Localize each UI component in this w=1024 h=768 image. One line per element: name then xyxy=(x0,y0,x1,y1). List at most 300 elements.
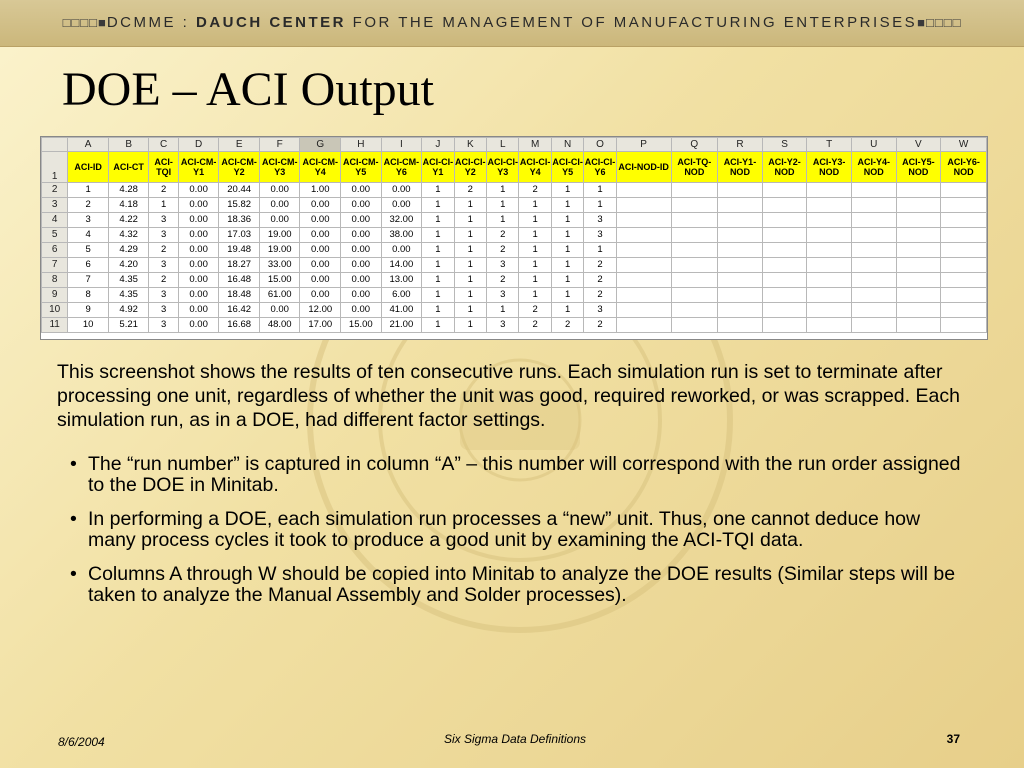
table-cell[interactable] xyxy=(762,258,807,273)
header-cell[interactable]: ACI-CM-Y1 xyxy=(178,152,219,183)
table-cell[interactable]: 0.00 xyxy=(341,243,382,258)
table-cell[interactable] xyxy=(616,288,671,303)
column-header-i[interactable]: I xyxy=(381,138,422,152)
table-cell[interactable] xyxy=(807,288,852,303)
table-cell[interactable]: 18.48 xyxy=(219,288,260,303)
table-cell[interactable] xyxy=(896,258,941,273)
table-cell[interactable] xyxy=(807,258,852,273)
table-cell[interactable] xyxy=(941,243,987,258)
table-row xyxy=(42,213,987,228)
table-cell[interactable]: 0.00 xyxy=(259,198,300,213)
header-cell[interactable]: ACI-Y5-NOD xyxy=(896,152,941,183)
table-cell[interactable]: 2 xyxy=(584,258,616,273)
table-cell[interactable]: 1 xyxy=(551,198,583,213)
table-cell[interactable]: 5 xyxy=(68,243,109,258)
table-cell[interactable]: 1 xyxy=(584,183,616,198)
table-cell[interactable] xyxy=(941,318,987,333)
table-row xyxy=(42,318,987,333)
table-cell[interactable] xyxy=(616,303,671,318)
table-cell[interactable]: 1 xyxy=(487,213,519,228)
header-cell[interactable]: ACI-Y2-NOD xyxy=(762,152,807,183)
header-cell[interactable]: ACI-CT xyxy=(108,152,149,183)
table-cell[interactable]: 0.00 xyxy=(381,198,422,213)
column-header-e[interactable]: E xyxy=(219,138,260,152)
table-cell[interactable] xyxy=(896,213,941,228)
table-cell[interactable]: 2 xyxy=(149,183,178,198)
column-header-r[interactable]: R xyxy=(718,138,763,152)
table-cell[interactable]: 0.00 xyxy=(341,258,382,273)
column-header-a[interactable]: A xyxy=(68,138,109,152)
table-cell[interactable] xyxy=(896,273,941,288)
table-cell[interactable]: 8 xyxy=(68,288,109,303)
table-cell[interactable] xyxy=(762,303,807,318)
table-cell[interactable] xyxy=(851,318,896,333)
table-cell[interactable] xyxy=(762,243,807,258)
bullet-text: The “run number” is captured in column “A” – this number will correspond with the run order assigned to the DOE in Minitab. xyxy=(88,453,961,496)
table-cell[interactable]: 3 xyxy=(149,213,178,228)
table-cell[interactable] xyxy=(671,198,718,213)
table-cell[interactable]: 0.00 xyxy=(300,258,341,273)
table-cell[interactable] xyxy=(807,303,852,318)
table-cell[interactable]: 3 xyxy=(584,213,616,228)
table-cell[interactable]: 3 xyxy=(487,288,519,303)
table-cell[interactable]: 1 xyxy=(422,183,454,198)
table-cell[interactable]: 0.00 xyxy=(178,243,219,258)
column-header-h[interactable]: H xyxy=(341,138,382,152)
table-cell[interactable]: 1 xyxy=(422,288,454,303)
table-cell[interactable]: 4.35 xyxy=(108,288,149,303)
table-cell[interactable]: 0.00 xyxy=(259,213,300,228)
select-all-corner[interactable] xyxy=(42,138,68,152)
table-cell[interactable]: 2 xyxy=(519,318,551,333)
table-cell[interactable] xyxy=(718,198,763,213)
column-header-p[interactable]: P xyxy=(616,138,671,152)
table-cell[interactable]: 1 xyxy=(454,243,486,258)
table-cell[interactable] xyxy=(616,258,671,273)
table-cell[interactable]: 14.00 xyxy=(381,258,422,273)
table-cell[interactable]: 0.00 xyxy=(178,258,219,273)
table-cell[interactable]: 1 xyxy=(519,228,551,243)
row-number[interactable]: 9 xyxy=(42,288,68,303)
table-cell[interactable] xyxy=(718,228,763,243)
table-cell[interactable]: 1 xyxy=(149,198,178,213)
table-cell[interactable] xyxy=(718,303,763,318)
header-cell[interactable]: ACI-CI-Y4 xyxy=(519,152,551,183)
table-cell[interactable]: 1 xyxy=(519,288,551,303)
table-cell[interactable]: 19.00 xyxy=(259,228,300,243)
table-cell[interactable]: 6.00 xyxy=(381,288,422,303)
table-cell[interactable]: 1 xyxy=(487,198,519,213)
table-cell[interactable]: 1 xyxy=(519,273,551,288)
table-cell[interactable] xyxy=(851,228,896,243)
spreadsheet-grid xyxy=(41,137,987,333)
header-cell[interactable]: ACI-TQ-NOD xyxy=(671,152,718,183)
table-cell[interactable]: 2 xyxy=(519,303,551,318)
table-cell[interactable]: 2 xyxy=(487,228,519,243)
table-cell[interactable]: 0.00 xyxy=(341,228,382,243)
table-cell[interactable]: 2 xyxy=(149,273,178,288)
column-header-m[interactable]: M xyxy=(519,138,551,152)
table-cell[interactable]: 2 xyxy=(487,243,519,258)
table-cell[interactable]: 15.00 xyxy=(341,318,382,333)
table-cell[interactable] xyxy=(762,318,807,333)
table-cell[interactable]: 1 xyxy=(551,288,583,303)
table-cell[interactable] xyxy=(807,318,852,333)
table-cell[interactable]: 1 xyxy=(422,198,454,213)
table-cell[interactable]: 4.20 xyxy=(108,258,149,273)
table-cell[interactable] xyxy=(896,318,941,333)
table-cell[interactable]: 1 xyxy=(454,303,486,318)
table-cell[interactable] xyxy=(616,228,671,243)
table-cell[interactable]: 0.00 xyxy=(178,213,219,228)
table-cell[interactable]: 2 xyxy=(454,183,486,198)
table-cell[interactable]: 15.82 xyxy=(219,198,260,213)
banner-bold: DAUCH CENTER xyxy=(196,14,346,31)
table-cell[interactable]: 0.00 xyxy=(178,288,219,303)
table-cell[interactable] xyxy=(718,258,763,273)
table-cell[interactable]: 3 xyxy=(487,318,519,333)
table-cell[interactable]: 2 xyxy=(149,243,178,258)
table-cell[interactable]: 0.00 xyxy=(178,228,219,243)
column-header-f[interactable]: F xyxy=(259,138,300,152)
table-cell[interactable]: 1 xyxy=(422,273,454,288)
table-cell[interactable] xyxy=(851,288,896,303)
table-cell[interactable]: 32.00 xyxy=(381,213,422,228)
row-number[interactable]: 1 xyxy=(42,152,68,183)
table-cell[interactable]: 1 xyxy=(487,183,519,198)
header-cell[interactable]: ACI-NOD-ID xyxy=(616,152,671,183)
header-cell[interactable]: ACI-Y1-NOD xyxy=(718,152,763,183)
table-cell[interactable] xyxy=(762,228,807,243)
table-cell[interactable]: 2 xyxy=(68,198,109,213)
header-cell[interactable]: ACI-TQI xyxy=(149,152,178,183)
table-cell[interactable]: 1 xyxy=(551,243,583,258)
table-cell[interactable] xyxy=(851,213,896,228)
table-cell[interactable]: 3 xyxy=(584,228,616,243)
table-cell[interactable]: 1 xyxy=(519,258,551,273)
header-cell[interactable]: ACI-CI-Y5 xyxy=(551,152,583,183)
table-cell[interactable] xyxy=(807,198,852,213)
table-cell[interactable]: 4.22 xyxy=(108,213,149,228)
row-number[interactable]: 10 xyxy=(42,303,68,318)
table-cell[interactable] xyxy=(896,288,941,303)
table-cell[interactable] xyxy=(896,228,941,243)
table-cell[interactable]: 1 xyxy=(454,213,486,228)
table-cell[interactable]: 0.00 xyxy=(178,318,219,333)
header-cell[interactable]: ACI-CM-Y4 xyxy=(300,152,341,183)
column-header-n[interactable]: N xyxy=(551,138,583,152)
table-cell[interactable] xyxy=(807,273,852,288)
table-cell[interactable] xyxy=(671,273,718,288)
table-cell[interactable]: 61.00 xyxy=(259,288,300,303)
table-cell[interactable]: 1 xyxy=(422,228,454,243)
bullet-dot-icon: • xyxy=(70,563,77,585)
table-cell[interactable]: 19.48 xyxy=(219,243,260,258)
table-cell[interactable] xyxy=(941,213,987,228)
table-cell[interactable] xyxy=(616,198,671,213)
table-cell[interactable]: 1 xyxy=(68,183,109,198)
bullet-text: Columns A through W should be copied into Minitab to analyze the DOE results (Similar steps will be taken to analyze the Manual Assembly and Solder processes). xyxy=(88,563,956,606)
column-header-w[interactable]: W xyxy=(941,138,987,152)
row-number[interactable]: 7 xyxy=(42,258,68,273)
table-cell[interactable] xyxy=(941,183,987,198)
column-header-t[interactable]: T xyxy=(807,138,852,152)
table-cell[interactable] xyxy=(941,198,987,213)
table-cell[interactable] xyxy=(762,213,807,228)
table-cell[interactable]: 4 xyxy=(68,228,109,243)
table-cell[interactable]: 15.00 xyxy=(259,273,300,288)
table-cell[interactable]: 17.00 xyxy=(300,318,341,333)
table-cell[interactable]: 4.92 xyxy=(108,303,149,318)
table-cell[interactable]: 1 xyxy=(487,303,519,318)
table-cell[interactable]: 1 xyxy=(551,303,583,318)
table-cell[interactable]: 1 xyxy=(422,258,454,273)
spreadsheet-screenshot xyxy=(40,136,988,340)
column-header-v[interactable]: V xyxy=(896,138,941,152)
table-cell[interactable] xyxy=(896,303,941,318)
table-cell[interactable]: 16.42 xyxy=(219,303,260,318)
table-cell[interactable]: 13.00 xyxy=(381,273,422,288)
table-cell[interactable]: 19.00 xyxy=(259,243,300,258)
table-cell[interactable]: 4.28 xyxy=(108,183,149,198)
table-cell[interactable]: 0.00 xyxy=(178,273,219,288)
table-cell[interactable]: 1 xyxy=(454,258,486,273)
column-header-c[interactable]: C xyxy=(149,138,178,152)
header-cell[interactable]: ACI-CI-Y2 xyxy=(454,152,486,183)
table-cell[interactable] xyxy=(671,243,718,258)
table-cell[interactable]: 0.00 xyxy=(300,213,341,228)
table-cell[interactable]: 1 xyxy=(551,258,583,273)
table-cell[interactable]: 0.00 xyxy=(178,303,219,318)
table-cell[interactable]: 1 xyxy=(519,243,551,258)
table-cell[interactable] xyxy=(616,213,671,228)
table-cell[interactable]: 0.00 xyxy=(341,198,382,213)
table-cell[interactable] xyxy=(941,228,987,243)
table-cell[interactable]: 0.00 xyxy=(259,183,300,198)
table-cell[interactable]: 5.21 xyxy=(108,318,149,333)
table-cell[interactable] xyxy=(718,318,763,333)
table-cell[interactable]: 1 xyxy=(584,198,616,213)
table-cell[interactable]: 2 xyxy=(551,318,583,333)
table-row xyxy=(42,228,987,243)
table-cell[interactable]: 21.00 xyxy=(381,318,422,333)
table-cell[interactable] xyxy=(762,198,807,213)
table-cell[interactable] xyxy=(718,288,763,303)
row-number[interactable]: 2 xyxy=(42,183,68,198)
table-cell[interactable]: 3 xyxy=(149,288,178,303)
table-cell[interactable]: 7 xyxy=(68,273,109,288)
table-cell[interactable] xyxy=(896,198,941,213)
table-cell[interactable] xyxy=(616,318,671,333)
table-cell[interactable] xyxy=(941,258,987,273)
table-cell[interactable]: 12.00 xyxy=(300,303,341,318)
table-cell[interactable]: 3 xyxy=(68,213,109,228)
table-cell[interactable]: 0.00 xyxy=(381,243,422,258)
table-cell[interactable]: 4.29 xyxy=(108,243,149,258)
table-cell[interactable]: 1 xyxy=(422,318,454,333)
table-cell[interactable] xyxy=(718,183,763,198)
table-cell[interactable] xyxy=(941,273,987,288)
table-cell[interactable]: 1 xyxy=(551,228,583,243)
table-cell[interactable]: 4.18 xyxy=(108,198,149,213)
table-cell[interactable]: 0.00 xyxy=(300,273,341,288)
header-cell[interactable]: ACI-CI-Y6 xyxy=(584,152,616,183)
table-cell[interactable] xyxy=(718,213,763,228)
table-cell[interactable]: 1 xyxy=(551,273,583,288)
table-cell[interactable]: 0.00 xyxy=(300,243,341,258)
table-cell[interactable]: 18.27 xyxy=(219,258,260,273)
header-cell[interactable]: ACI-ID xyxy=(68,152,109,183)
table-cell[interactable] xyxy=(807,243,852,258)
row-number[interactable]: 4 xyxy=(42,213,68,228)
table-cell[interactable]: 16.68 xyxy=(219,318,260,333)
table-row xyxy=(42,258,987,273)
row-number[interactable]: 6 xyxy=(42,243,68,258)
table-cell[interactable]: 3 xyxy=(584,303,616,318)
table-cell[interactable]: 1.00 xyxy=(300,183,341,198)
table-cell[interactable]: 18.36 xyxy=(219,213,260,228)
table-cell[interactable]: 6 xyxy=(68,258,109,273)
table-cell[interactable] xyxy=(671,303,718,318)
table-cell[interactable]: 48.00 xyxy=(259,318,300,333)
header-cell[interactable]: ACI-Y6-NOD xyxy=(941,152,987,183)
table-cell[interactable]: 1 xyxy=(422,303,454,318)
table-cell[interactable] xyxy=(671,183,718,198)
table-cell[interactable]: 0.00 xyxy=(341,183,382,198)
table-cell[interactable]: 9 xyxy=(68,303,109,318)
table-cell[interactable]: 0.00 xyxy=(341,273,382,288)
column-header-b[interactable]: B xyxy=(108,138,149,152)
table-cell[interactable] xyxy=(851,303,896,318)
table-cell[interactable]: 2 xyxy=(584,288,616,303)
header-cell[interactable]: ACI-CM-Y3 xyxy=(259,152,300,183)
table-cell[interactable]: 3 xyxy=(149,318,178,333)
table-cell[interactable]: 0.00 xyxy=(259,303,300,318)
table-cell[interactable]: 1 xyxy=(454,273,486,288)
table-cell[interactable]: 1 xyxy=(519,213,551,228)
bullet-item xyxy=(70,454,970,496)
table-cell[interactable]: 1 xyxy=(422,243,454,258)
table-cell[interactable] xyxy=(807,213,852,228)
row-number[interactable]: 11 xyxy=(42,318,68,333)
column-header-l[interactable]: L xyxy=(487,138,519,152)
column-header-g[interactable]: G xyxy=(300,138,341,152)
column-header-d[interactable]: D xyxy=(178,138,219,152)
table-cell[interactable]: 0.00 xyxy=(300,288,341,303)
row-number[interactable]: 8 xyxy=(42,273,68,288)
table-cell[interactable]: 2 xyxy=(487,273,519,288)
table-cell[interactable]: 2 xyxy=(584,273,616,288)
table-cell[interactable] xyxy=(671,213,718,228)
table-cell[interactable]: 10 xyxy=(68,318,109,333)
table-cell[interactable] xyxy=(762,288,807,303)
table-cell[interactable]: 0.00 xyxy=(341,303,382,318)
table-cell[interactable]: 20.44 xyxy=(219,183,260,198)
column-header-u[interactable]: U xyxy=(851,138,896,152)
table-cell[interactable]: 1 xyxy=(454,288,486,303)
table-cell[interactable]: 1 xyxy=(519,198,551,213)
table-cell[interactable] xyxy=(718,243,763,258)
row-number[interactable]: 3 xyxy=(42,198,68,213)
table-cell[interactable]: 4.35 xyxy=(108,273,149,288)
table-cell[interactable] xyxy=(671,318,718,333)
header-cell[interactable]: ACI-CM-Y5 xyxy=(341,152,382,183)
table-cell[interactable] xyxy=(807,183,852,198)
table-cell[interactable]: 0.00 xyxy=(341,213,382,228)
header-cell[interactable]: ACI-Y4-NOD xyxy=(851,152,896,183)
table-cell[interactable]: 1 xyxy=(454,318,486,333)
table-cell[interactable] xyxy=(896,243,941,258)
table-cell[interactable]: 0.00 xyxy=(300,228,341,243)
table-cell[interactable] xyxy=(851,273,896,288)
table-cell[interactable]: 2 xyxy=(584,318,616,333)
table-cell[interactable] xyxy=(616,273,671,288)
table-cell[interactable] xyxy=(941,288,987,303)
table-cell[interactable] xyxy=(762,183,807,198)
column-header-j[interactable]: J xyxy=(422,138,454,152)
table-cell[interactable]: 1 xyxy=(584,243,616,258)
table-cell[interactable] xyxy=(851,183,896,198)
table-cell[interactable]: 0.00 xyxy=(381,183,422,198)
header-cell[interactable]: ACI-Y3-NOD xyxy=(807,152,852,183)
table-cell[interactable]: 1 xyxy=(454,228,486,243)
table-cell[interactable] xyxy=(671,288,718,303)
table-cell[interactable]: 17.03 xyxy=(219,228,260,243)
header-cell[interactable]: ACI-CM-Y6 xyxy=(381,152,422,183)
footer-date: 8/6/2004 xyxy=(58,735,105,749)
table-cell[interactable]: 4.32 xyxy=(108,228,149,243)
column-header-q[interactable]: Q xyxy=(671,138,718,152)
header-cell[interactable]: ACI-CM-Y2 xyxy=(219,152,260,183)
table-cell[interactable] xyxy=(616,183,671,198)
table-cell[interactable]: 1 xyxy=(422,213,454,228)
table-cell[interactable]: 16.48 xyxy=(219,273,260,288)
table-cell[interactable] xyxy=(941,303,987,318)
column-header-o[interactable]: O xyxy=(584,138,616,152)
table-cell[interactable]: 0.00 xyxy=(178,183,219,198)
table-cell[interactable]: 0.00 xyxy=(341,288,382,303)
table-cell[interactable]: 0.00 xyxy=(178,198,219,213)
table-cell[interactable] xyxy=(671,258,718,273)
table-cell[interactable]: 41.00 xyxy=(381,303,422,318)
table-cell[interactable] xyxy=(616,243,671,258)
row-number[interactable]: 5 xyxy=(42,228,68,243)
table-cell[interactable] xyxy=(851,198,896,213)
table-cell[interactable] xyxy=(851,258,896,273)
table-cell[interactable] xyxy=(807,228,852,243)
table-cell[interactable]: 3 xyxy=(149,258,178,273)
table-cell[interactable]: 0.00 xyxy=(300,198,341,213)
column-header-k[interactable]: K xyxy=(454,138,486,152)
table-cell[interactable] xyxy=(762,273,807,288)
table-cell[interactable]: 38.00 xyxy=(381,228,422,243)
table-cell[interactable]: 3 xyxy=(149,228,178,243)
table-cell[interactable] xyxy=(896,183,941,198)
table-cell[interactable]: 1 xyxy=(551,183,583,198)
table-cell[interactable]: 2 xyxy=(519,183,551,198)
table-cell[interactable]: 33.00 xyxy=(259,258,300,273)
table-cell[interactable]: 3 xyxy=(149,303,178,318)
header-cell[interactable]: ACI-CI-Y1 xyxy=(422,152,454,183)
table-cell[interactable] xyxy=(718,273,763,288)
table-cell[interactable]: 1 xyxy=(454,198,486,213)
column-header-s[interactable]: S xyxy=(762,138,807,152)
table-cell[interactable]: 1 xyxy=(551,213,583,228)
header-cell[interactable]: ACI-CI-Y3 xyxy=(487,152,519,183)
table-cell[interactable] xyxy=(851,243,896,258)
table-cell[interactable]: 3 xyxy=(487,258,519,273)
table-cell[interactable] xyxy=(671,228,718,243)
